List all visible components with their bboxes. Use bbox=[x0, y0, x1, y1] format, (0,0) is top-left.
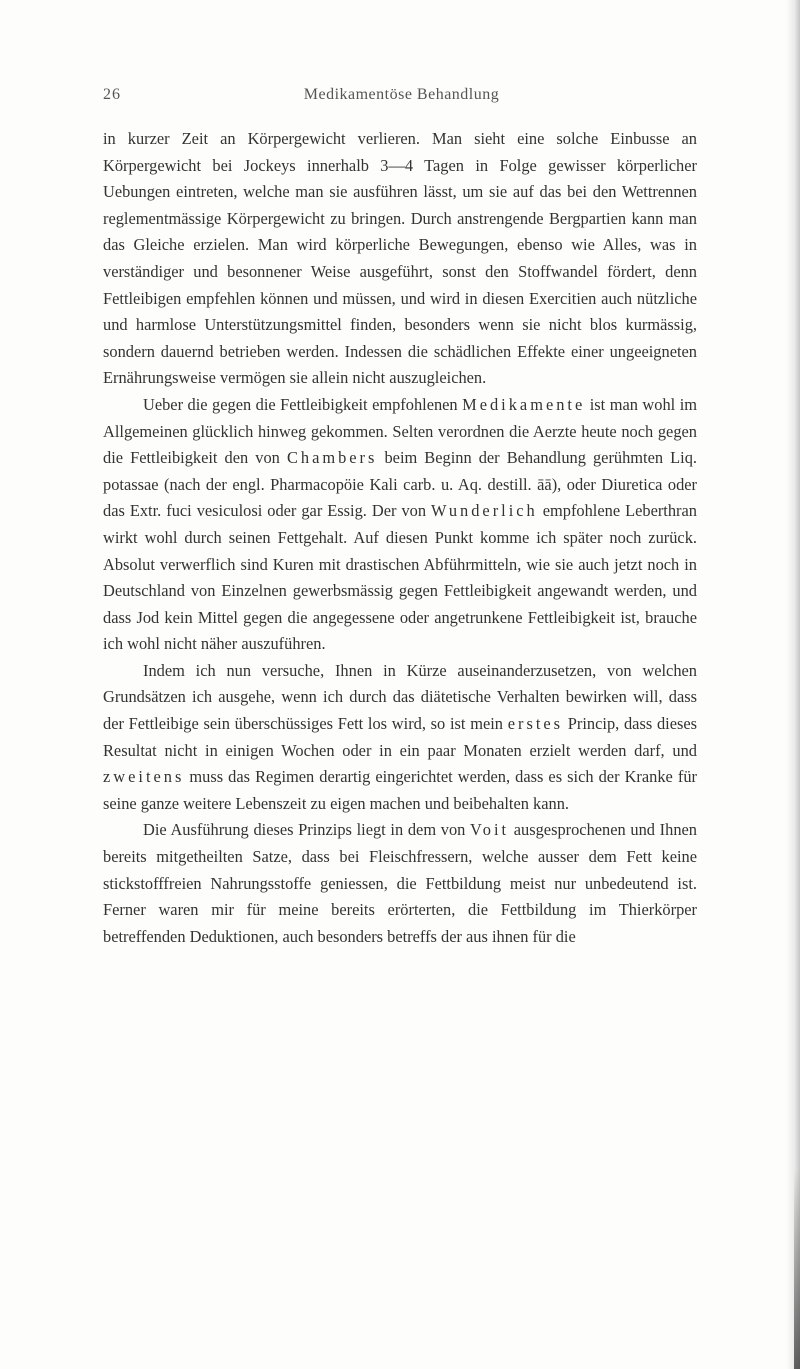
emphasis-wunderlich: Wunderlich bbox=[431, 501, 538, 521]
paragraph-2-text-a: Ueber die gegen die Fettleibigkeit empfohlenen bbox=[143, 394, 463, 414]
emphasis-zweitens: zweitens bbox=[103, 767, 185, 787]
paragraph-1-text: in kurzer Zeit an Körpergewicht verlieren. Man sieht eine solche Einbusse an Körpergewicht bei Jockeys innerhalb 3—4 Tagen in Folge gewisser körperlicher Uebungen eintreten, welche man sie ausführen lässt, um sie auf das bei den Wettrennen reglementmässige Körpergewicht zu bringen. Durch anstrengende Bergpartien kann man das Gleiche erzielen. Man wird körperliche Bewegungen, ebenso wie Alles, was in verständiger und besonnener Weise ausgeführt, sonst den Stoffwandel fördert, denn Fettleibigen empfehlen können und müssen, und wird in diesen Exercitien auch nützliche und harmlose Unterstützungsmittel finden, besonders wenn sie nicht blos kurmässig, sondern dauernd betrieben werden. Indessen die schädlichen Effekte einer ungeeigneten Ernährungsweise vermögen sie allein nicht auszugleichen. bbox=[103, 129, 697, 388]
running-head: Medikamentöse Behandlung bbox=[303, 86, 500, 103]
paragraph-2 bbox=[103, 392, 697, 658]
body-text bbox=[103, 126, 697, 950]
page-number: 26 bbox=[103, 86, 121, 103]
page-edge-shadow bbox=[786, 0, 800, 1369]
page-edge-dark bbox=[794, 1170, 800, 1369]
paragraph-3-text-b: Princip, dass dieses Resultat nicht in einigen Wochen oder in ein paar Monaten erzielt werden darf, und bbox=[103, 714, 697, 760]
paragraph-4-text-b: ausgesprochenen und Ihnen bereits mitgetheilten Satze, dass bei Fleischfressern, welche ausser dem Fett keine stickstofffreien Nahrungsstoffe geniessen, die Fettbildung meist nur unbedeutend ist. Ferner waren mir für meine bereits erörterten, die Fettbildung im Thierkörper betreffenden Deduktionen, auch besonders betreffs der aus ihnen für die bbox=[103, 820, 697, 946]
emphasis-chambers: Chambers bbox=[286, 448, 378, 468]
emphasis-erstes: erstes bbox=[507, 714, 564, 734]
paragraph-3 bbox=[103, 658, 697, 818]
paragraph-3-text-c: muss das Regimen derartig eingerichtet werden, dass es sich der Kranke für seine ganze weitere Lebenszeit zu eigen machen und beibehalten kann. bbox=[103, 767, 697, 813]
paragraph-4-text-a: Die Ausführung dieses Prinzips liegt in dem von bbox=[143, 820, 471, 840]
paragraph-4 bbox=[103, 817, 697, 950]
page-header bbox=[103, 86, 700, 112]
paragraph-3-text-a: Indem ich nun versuche, Ihnen in Kürze auseinanderzusetzen, von welchen Grundsätzen ich ausgehe, wenn ich durch das diätetische Verhalten bewirken will, dass der Fettleibige sein überschüssiges Fett los wird, so ist mein bbox=[103, 660, 697, 734]
emphasis-medikamente: Medikamente bbox=[462, 394, 586, 414]
paragraph-1 bbox=[103, 126, 697, 392]
paragraph-2-text-d: empfohlene Leberthran wirkt wohl durch seinen Fettgehalt. Auf diesen Punkt komme ich später noch zurück. Absolut verwerflich sind Kuren mit drastischen Abführmitteln, wie sie auch jetzt noch in Deutschland von Einzelnen gewerbsmässig gegen Fettleibigkeit angewandt werden, und dass Jod kein Mittel gegen die angegessene oder angetrunkene Fettleibigkeit ist, brauche ich wohl nicht näher auszuführen. bbox=[103, 501, 697, 654]
paragraph-2-text-b: ist man wohl im Allgemeinen glücklich hinweg gekommen. Selten verordnen die Aerzte heute noch gegen die Fettleibigkeit den von bbox=[103, 394, 697, 468]
paragraph-2-text-c: beim Beginn der Behandlung gerühmten Liq. potassae (nach der engl. Pharmacopöie Kali carb. u. Aq. destill. āā), oder Diuretica oder das Extr. fuci vesiculosi oder gar Essig. Der von bbox=[103, 448, 697, 521]
emphasis-voit: Voit bbox=[470, 820, 510, 840]
